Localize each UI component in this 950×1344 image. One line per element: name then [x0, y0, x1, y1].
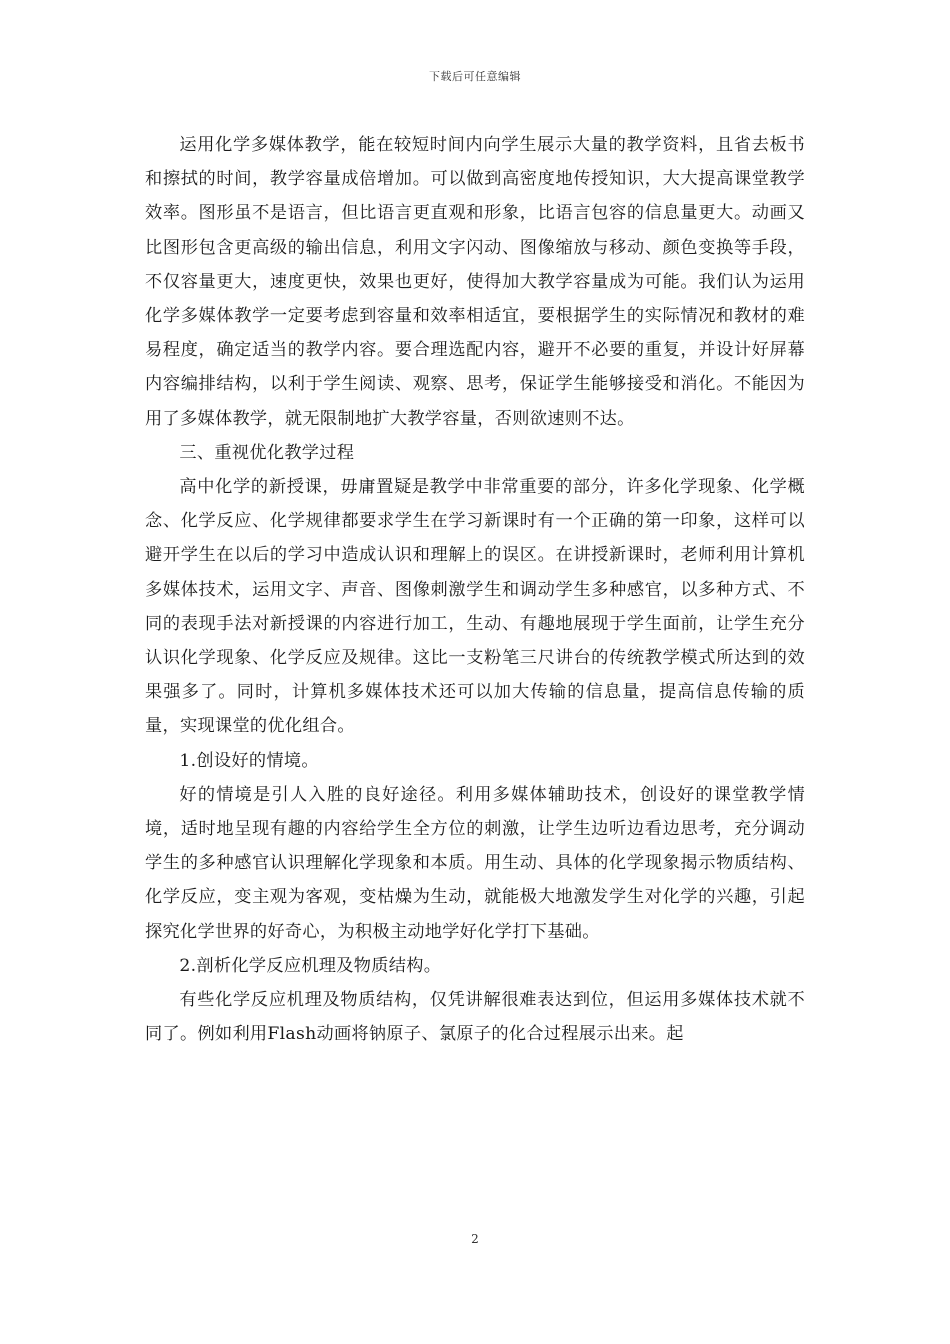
paragraph-multimedia-capacity: 运用化学多媒体教学，能在较短时间内向学生展示大量的教学资料，且省去板书和擦拭的时间，教学容量成倍增加。可以做到高密度地传授知识，大大提高课堂教学效率。图形虽不是语言，但比语言更直观和形象，比语言包容的信息量更大。动画又比图形包含更高级的输出信息，利用文字闪动、图像缩放与移动、颜色变换等手段，不仅容量更大，速度更快，效果也更好，使得加大教学容量成为可能。我们认为运用化学多媒体教学一定要考虑到容量和效率相适宜，要根据学生的实际情况和教材的难易程度，确定适当的教学内容。要合理选配内容，避开不必要的重复，并设计好屏幕内容编排结构，以利于学生阅读、观察、思考，保证学生能够接受和消化。不能因为用了多媒体教学，就无限制地扩大教学容量，否则欲速则不达。	[145, 135, 805, 429]
paragraph-reaction-mechanism: 有些化学反应机理及物质结构，仅凭讲解很难表达到位，但运用多媒体技术就不同了。例如利用Flash动画将钠原子、氯原子的化合过程展示出来。起	[145, 990, 805, 1045]
page-header: 下载后可任意编辑	[429, 70, 521, 83]
paragraph-context: 好的情境是引人入胜的良好途径。利用多媒体辅助技术，创设好的课堂教学情境，适时地呈现有趣的内容给学生全方位的刺激，让学生边听边看边思考，充分调动学生的多种感官认识理解化学现象和本质。用生动、具体的化学现象揭示物质结构、化学反应，变主观为客观，变枯燥为生动，就能极大地激发学生对化学的兴趣，引起探究化学世界的好奇心，为积极主动地学好化学打下基础。	[145, 784, 805, 942]
page-number: 2	[471, 1232, 479, 1246]
subheading-create-context: 1.创设好的情境。	[179, 750, 319, 771]
subheading-reaction-mechanism: 2.剖析化学反应机理及物质结构。	[179, 955, 442, 976]
section-heading-optimize-process: 三、重视优化教学过程	[179, 442, 355, 463]
document-body	[145, 128, 805, 1051]
paragraph-new-lesson: 高中化学的新授课，毋庸置疑是教学中非常重要的部分，许多化学现象、化学概念、化学反应、化学规律都要求学生在学习新课时有一个正确的第一印象，这样可以避开学生在以后的学习中造成认识和理解上的误区。在讲授新课时，老师利用计算机多媒体技术，运用文字、声音、图像刺激学生和调动学生多种感官，以多种方式、不同的表现手法对新授课的内容进行加工，生动、有趣地展现于学生面前，让学生充分认识化学现象、化学反应及规律。这比一支粉笔三尺讲台的传统教学模式所达到的效果强多了。同时，计算机多媒体技术还可以加大传输的信息量，提高信息传输的质量，实现课堂的优化组合。	[145, 477, 805, 737]
